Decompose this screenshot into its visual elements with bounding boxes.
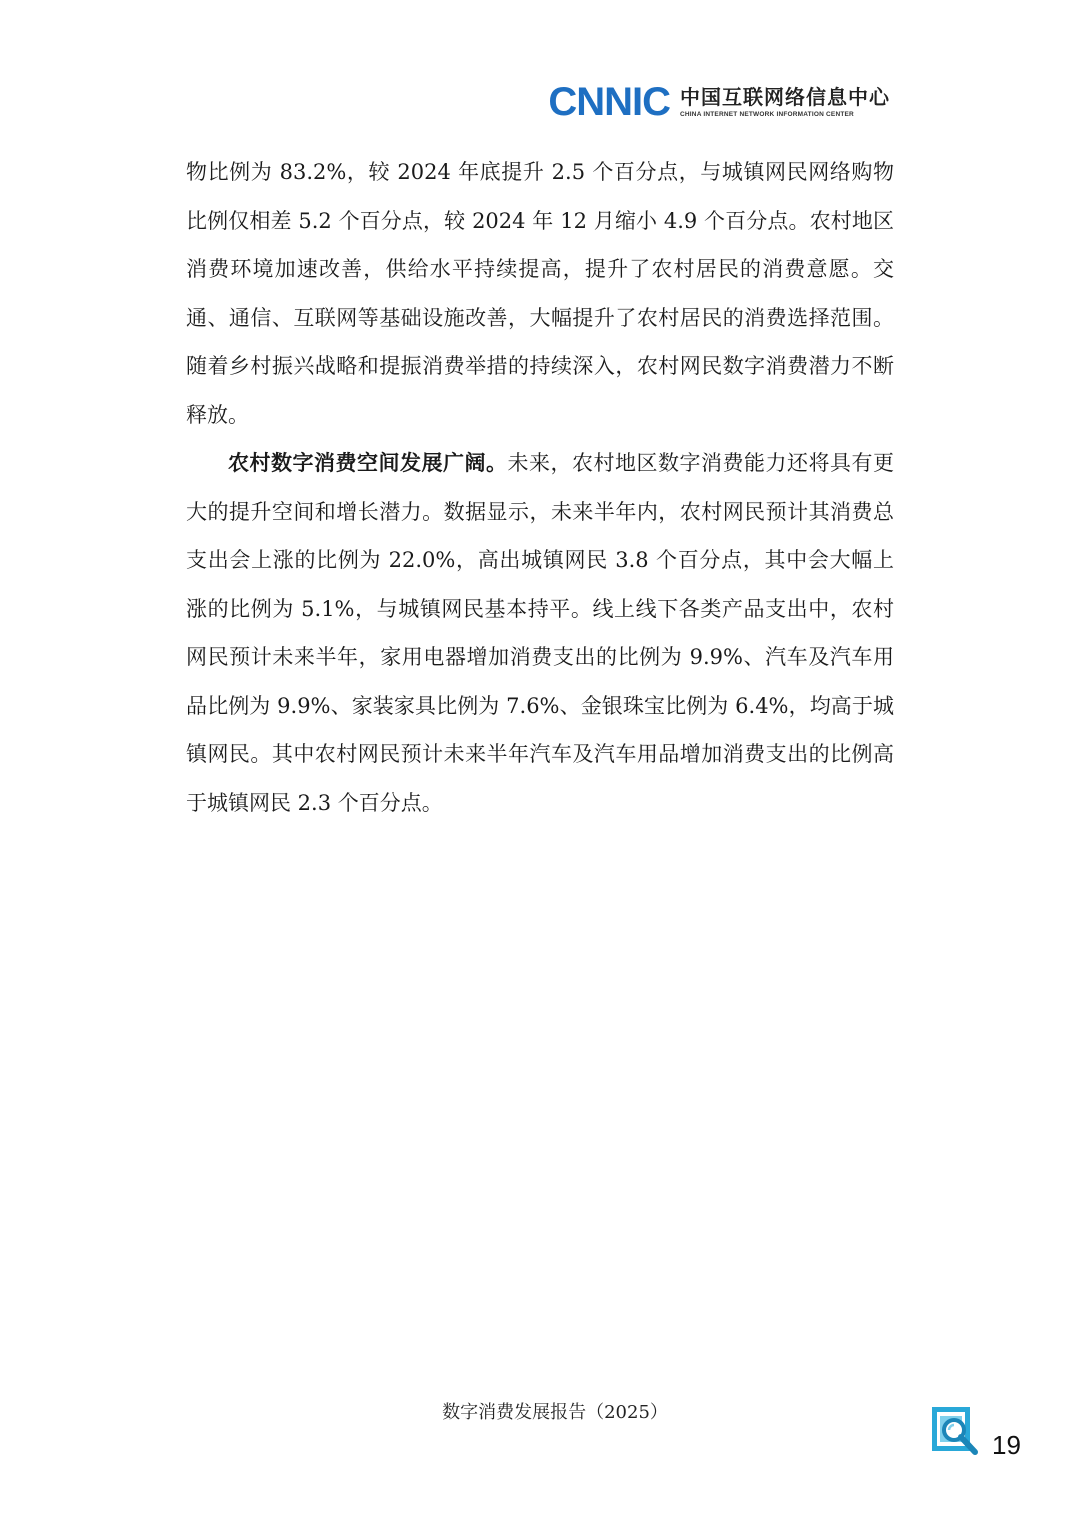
- paragraph-2-text: 未来，农村地区数字消费能力还将具有更大的提升空间和增长潜力。数据显示，未来半年内，农村网民预计其消费总支出会上涨的比例为 22.0%，高出城镇网民 3.8 个百分点，其中会大幅上涨的比例为 5.1%，与城镇网民基本持平。线上线下各类产品支出中，农村网民预计未来半年，家用电器增加消费支出的比例为 9.9%、汽车及汽车用品比例为 9.9%、家装家具比例为 7.6%、金银珠宝比例为 6.4%，均高于城镇网民。其中农村网民预计未来半年汽车及汽车用品增加消费支出的比例高于城镇网民 2.3 个百分点。: [186, 451, 894, 815]
- logo-english-name: CHINA INTERNET NETWORK INFORMATION CENTER: [680, 111, 854, 118]
- cnnic-logo-mark: CNNIC: [548, 80, 670, 124]
- paragraph-2: [186, 439, 894, 827]
- magnifier-report-icon: [931, 1406, 979, 1456]
- logo-chinese-name: 中国互联网络信息中心: [680, 85, 890, 109]
- document-body: [186, 148, 894, 827]
- paragraph-2-heading: 农村数字消费空间发展广阔。: [228, 450, 508, 475]
- footer-report-title: 数字消费发展报告（2025）: [442, 1402, 668, 1423]
- page-number: 19: [992, 1430, 1021, 1460]
- logo-text: [680, 86, 890, 118]
- header-logo: [548, 82, 890, 122]
- paragraph-1: 物比例为 83.2%，较 2024 年底提升 2.5 个百分点，与城镇网民网络购物比例仅相差 5.2 个百分点，较 2024 年 12 月缩小 4.9 个百分点。农村地区消费环境加速改善，供给水平持续提高，提升了农村居民的消费意愿。交通、通信、互联网等基础设施改善，大幅提升了农村居民的消费选择范围。随着乡村振兴战略和提振消费举措的持续深入，农村网民数字消费潜力不断释放。: [186, 160, 894, 427]
